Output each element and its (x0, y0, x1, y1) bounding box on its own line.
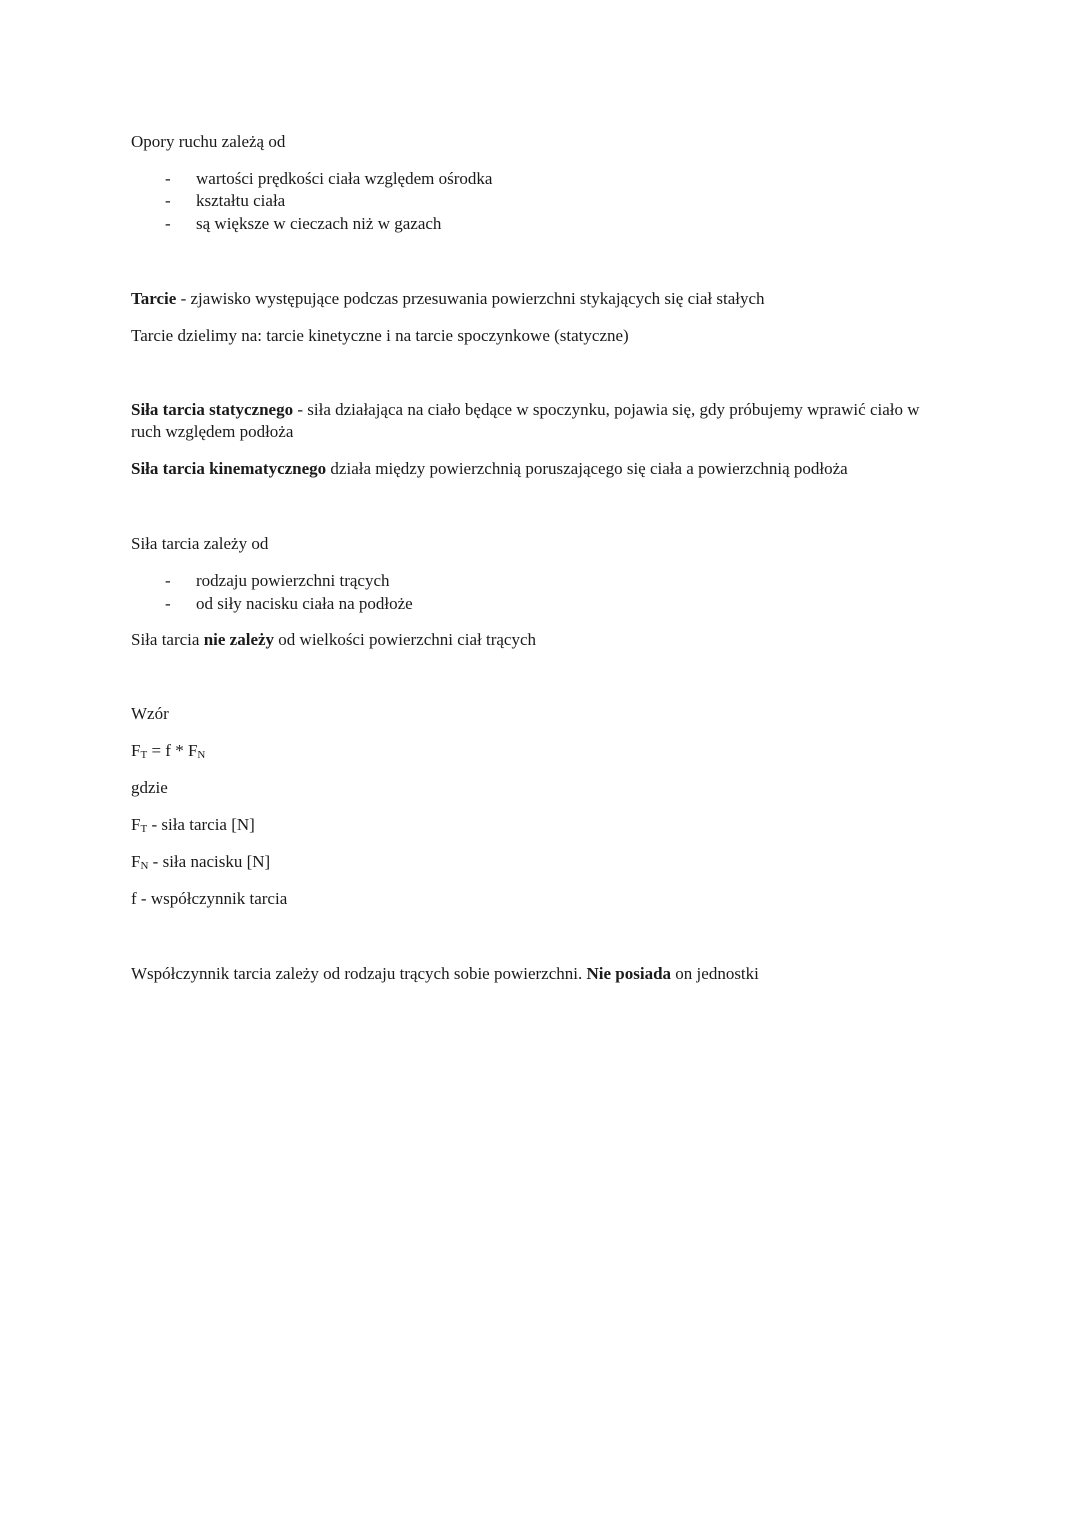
kinetic-friction-text: działa między powierzchnią poruszającego się ciała a powierzchnią podłoża (326, 459, 848, 478)
independence-before: Siła tarcia (131, 630, 204, 649)
fn-legend (131, 851, 270, 873)
list-dash: - (165, 214, 171, 233)
list-item: od siły nacisku ciała na podłoże (196, 594, 413, 613)
coefficient-after: on jednostki (671, 964, 759, 983)
friction-depends-intro: Siła tarcia zależy od (131, 534, 269, 553)
friction-formula (131, 740, 205, 762)
force-symbol: F (131, 741, 141, 760)
kinetic-friction-term: Siła tarcia kinematycznego (131, 459, 327, 478)
ft-description: - siła tarcia [N] (147, 815, 255, 834)
coefficient-note (131, 963, 759, 985)
subscript-t: T (140, 749, 148, 761)
coefficient-bold: Nie posiada (586, 964, 672, 983)
formula-where: gdzie (131, 778, 168, 797)
formula-middle: = f * (147, 741, 188, 760)
kinetic-friction-definition (131, 458, 848, 480)
list-dash: - (165, 191, 171, 210)
list-dash: - (165, 594, 171, 613)
static-friction-text: - siła działająca na ciało będące w spoczynku, pojawia się, gdy próbujemy wprawić ciało w ruch względem podłoża (131, 400, 920, 441)
f-legend: f - współczynnik tarcia (131, 889, 288, 908)
subscript-t: T (140, 823, 148, 835)
formula-heading: Wzór (131, 704, 169, 723)
friction-types: Tarcie dzielimy na: tarcie kinetyczne i na tarcie spoczynkowe (statyczne) (131, 326, 629, 345)
list-item: wartości prędkości ciała względem ośrodka (196, 169, 493, 188)
independence-after: od wielkości powierzchni ciał trących (274, 630, 537, 649)
friction-definition-text: - zjawisko występujące podczas przesuwania powierzchni stykających się ciał stałych (176, 289, 765, 308)
drag-resistance-intro: Opory ruchu zależą od (131, 132, 286, 151)
independence-bold: nie zależy (203, 630, 275, 649)
static-friction-definition (131, 399, 931, 443)
subscript-n: N (140, 860, 149, 872)
coefficient-before: Współczynnik tarcia zależy od rodzaju trących sobie powierzchni. (131, 964, 587, 983)
friction-definition (131, 288, 765, 310)
static-friction-term: Siła tarcia statycznego (131, 400, 294, 419)
force-symbol: F (131, 815, 141, 834)
subscript-n: N (197, 749, 206, 761)
list-dash: - (165, 169, 171, 188)
force-symbol: F (131, 852, 141, 871)
ft-legend (131, 814, 255, 836)
list-dash: - (165, 571, 171, 590)
list-item: rodzaju powierzchni trących (196, 571, 390, 590)
friction-independence (131, 629, 536, 651)
force-symbol: F (187, 741, 198, 760)
friction-term: Tarcie (131, 289, 177, 308)
list-item: są większe w cieczach niż w gazach (196, 214, 442, 233)
list-item: kształtu ciała (196, 191, 286, 210)
fn-description: - siła nacisku [N] (148, 852, 271, 871)
